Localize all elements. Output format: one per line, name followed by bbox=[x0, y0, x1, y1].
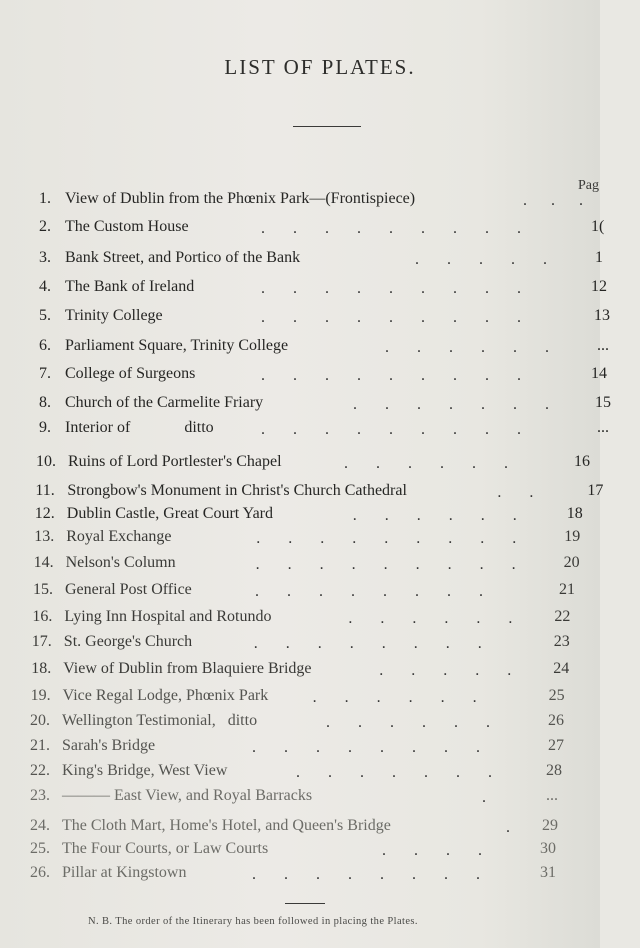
plate-title: General Post Office bbox=[65, 581, 192, 598]
plate-entry bbox=[39, 337, 639, 361]
page-column-heading: Pag bbox=[578, 178, 599, 193]
plate-entry bbox=[39, 190, 639, 214]
plate-title: St. George's Church bbox=[63, 633, 193, 650]
plate-number: 22. bbox=[30, 762, 50, 779]
plate-page-number: 23 bbox=[553, 633, 570, 650]
leader-dots: . . . . . . bbox=[326, 714, 490, 731]
plate-page-number: 28 bbox=[546, 762, 562, 779]
leader-dots: . . bbox=[497, 484, 534, 501]
plate-title: Vice Regal Lodge, Phœnix Park bbox=[62, 687, 269, 704]
plate-title: Church of the Carmelite Friary bbox=[65, 394, 264, 411]
plate-entry bbox=[31, 660, 631, 684]
plate-page-number: 27 bbox=[548, 737, 564, 754]
leader-dots: . . . . . bbox=[379, 662, 512, 679]
plate-title: Interior of bbox=[65, 419, 131, 436]
plate-number: 8. bbox=[39, 394, 51, 411]
page-title: LIST OF PLATES. bbox=[224, 55, 416, 79]
plate-title: The Bank of Ireland bbox=[65, 278, 195, 295]
leader-dots: . . . . bbox=[382, 842, 482, 859]
plate-page-number: 20 bbox=[563, 554, 580, 571]
plate-entry bbox=[32, 608, 632, 632]
plate-entry bbox=[39, 278, 639, 302]
plate-page-number: 24 bbox=[553, 660, 570, 677]
plate-number: 12. bbox=[34, 505, 55, 522]
plate-title: College of Surgeons bbox=[65, 365, 196, 382]
plate-number: 7. bbox=[39, 365, 51, 382]
plate-entry bbox=[39, 249, 639, 273]
leader-dots: . . . . . . . . . bbox=[261, 280, 521, 297]
plate-title: Bank Street, and Portico of the Bank bbox=[65, 249, 301, 266]
plate-page-number: ... bbox=[597, 419, 609, 436]
plate-entry bbox=[30, 840, 630, 864]
plate-number: 5. bbox=[39, 307, 51, 324]
plate-page-number: 15 bbox=[595, 394, 611, 411]
plate-entry bbox=[34, 554, 634, 578]
plate-entry bbox=[34, 528, 634, 552]
title-rule bbox=[293, 126, 361, 127]
footer-rule bbox=[285, 903, 325, 904]
plate-entry bbox=[36, 453, 636, 477]
plate-title: Parliament Square, Trinity College bbox=[65, 337, 289, 354]
plate-page-number: 29 bbox=[542, 817, 558, 834]
leader-dots: . . . . . . bbox=[352, 507, 517, 524]
leader-dots: . . . . . . . . bbox=[255, 583, 483, 600]
plate-page-number: 13 bbox=[594, 307, 610, 324]
leader-dots: . . . . . . bbox=[385, 339, 549, 356]
leader-dots: . . . . . . . bbox=[296, 764, 492, 781]
plate-title: The Cloth Mart, Home's Hotel, and Queen's Bridge bbox=[62, 817, 391, 834]
leader-dots: . . . . . . bbox=[348, 610, 513, 627]
leader-dots: . . . . . . . . bbox=[253, 635, 482, 652]
plate-number: 14. bbox=[33, 554, 54, 571]
plate-number: 18. bbox=[31, 660, 52, 677]
plate-entry bbox=[30, 817, 630, 841]
leader-dots: . . . . . . . . bbox=[252, 866, 480, 883]
plate-number: 1. bbox=[39, 190, 51, 207]
plate-title: Pillar at Kingstown bbox=[62, 864, 187, 881]
ditto-mark: ditto bbox=[227, 712, 258, 729]
leader-dots: . . . . . bbox=[415, 251, 547, 268]
leader-dots: . . . . . . . . . bbox=[261, 309, 521, 326]
plate-page-number: 14 bbox=[591, 365, 607, 382]
plate-entry bbox=[30, 737, 630, 761]
plate-page-number: 26 bbox=[548, 712, 564, 729]
plate-number: 9. bbox=[39, 419, 51, 436]
leader-dots: . . . . . . . . . bbox=[256, 530, 517, 547]
plate-entry bbox=[31, 687, 631, 711]
plate-number: 21. bbox=[30, 737, 50, 754]
ditto-mark: ditto bbox=[184, 419, 214, 436]
plate-number: 13. bbox=[34, 528, 55, 545]
plate-title: Ruins of Lord Portlester's Chapel bbox=[68, 453, 282, 470]
plate-title: King's Bridge, West View bbox=[62, 762, 228, 779]
plate-page-number: 18 bbox=[566, 505, 583, 522]
plate-title: ——— East View, and Royal Barracks bbox=[62, 787, 313, 804]
plate-number: 6. bbox=[39, 337, 51, 354]
plate-title: View of Dublin from the Phœnix Park—(Frontispiece) bbox=[65, 190, 416, 207]
leader-dots: . . . . . . bbox=[312, 689, 477, 706]
plate-title: The Four Courts, or Law Courts bbox=[62, 840, 269, 857]
plate-page-number: ... bbox=[546, 787, 558, 804]
plate-number: 25. bbox=[30, 840, 50, 857]
plate-entry bbox=[30, 762, 630, 786]
footnote: N. B. The order of the Itinerary has been followed in placing the Plates. bbox=[88, 916, 418, 927]
plate-entry bbox=[30, 712, 630, 736]
plate-title: View of Dublin from Blaquiere Bridge bbox=[63, 660, 312, 677]
leader-dots: . . . . . . . . . bbox=[261, 220, 521, 237]
plate-number: 15. bbox=[33, 581, 53, 598]
plate-title: The Custom House bbox=[65, 218, 189, 235]
plate-page-number: 16 bbox=[574, 453, 590, 470]
plate-entry bbox=[33, 581, 633, 605]
leader-dots: . . . . . . . bbox=[353, 396, 549, 413]
plate-number: 17. bbox=[31, 633, 52, 650]
plate-title: Sarah's Bridge bbox=[62, 737, 156, 754]
plate-page-number: 12 bbox=[591, 278, 607, 295]
plate-entry bbox=[39, 419, 639, 443]
plate-number: 26. bbox=[30, 864, 50, 881]
plate-entry bbox=[39, 365, 639, 389]
plate-number: 10. bbox=[36, 453, 56, 470]
plate-number: 2. bbox=[39, 218, 51, 235]
plate-number: 11. bbox=[35, 482, 55, 499]
plate-number: 19. bbox=[30, 687, 51, 704]
plate-entry bbox=[35, 482, 635, 506]
plate-entry bbox=[39, 394, 639, 418]
plate-page-number: 1( bbox=[591, 218, 605, 235]
plate-page-number: 17 bbox=[587, 482, 604, 499]
plate-title: Strongbow's Monument in Christ's Church Cathedral bbox=[67, 482, 407, 499]
plate-number: 24. bbox=[30, 817, 50, 834]
leader-dots: . . . . . . . . . bbox=[261, 421, 521, 438]
plate-entry bbox=[30, 787, 630, 811]
plate-title: Royal Exchange bbox=[66, 528, 172, 545]
leader-dots: . bbox=[506, 819, 510, 836]
plate-entry bbox=[30, 864, 630, 888]
plate-entry bbox=[39, 218, 639, 242]
plate-entry bbox=[39, 307, 639, 331]
plate-page-number: 30 bbox=[540, 840, 556, 857]
plate-entry bbox=[32, 633, 632, 657]
plate-page-number: 1 bbox=[595, 249, 603, 266]
plate-entry bbox=[35, 505, 635, 529]
plate-page-number: 31 bbox=[540, 864, 556, 881]
plate-page-number: 22 bbox=[554, 608, 571, 625]
plate-title: Trinity College bbox=[65, 307, 163, 324]
leader-dots: . . . bbox=[523, 192, 583, 209]
plate-page-number: 25 bbox=[548, 687, 565, 704]
plate-title: Nelson's Column bbox=[65, 554, 176, 571]
plate-page-number: ... bbox=[597, 337, 609, 354]
leader-dots: . . . . . . . . . bbox=[261, 367, 521, 384]
plate-page-number: 21 bbox=[559, 581, 575, 598]
plate-title: Dublin Castle, Great Court Yard bbox=[66, 505, 273, 522]
leader-dots: . . . . . . . . bbox=[252, 739, 480, 756]
plate-page-number: 19 bbox=[564, 528, 581, 545]
leader-dots: . . . . . . bbox=[344, 455, 508, 472]
plate-number: 16. bbox=[32, 608, 53, 625]
plate-number: 23. bbox=[30, 787, 50, 804]
plate-title: Lying Inn Hospital and Rotundo bbox=[64, 608, 272, 625]
leader-dots: . bbox=[482, 789, 486, 806]
plate-title: Wellington Testimonial, bbox=[62, 712, 216, 729]
leader-dots: . . . . . . . . . bbox=[255, 556, 516, 573]
plate-number: 4. bbox=[39, 278, 51, 295]
plate-number: 3. bbox=[39, 249, 51, 266]
plate-number: 20. bbox=[30, 712, 50, 729]
